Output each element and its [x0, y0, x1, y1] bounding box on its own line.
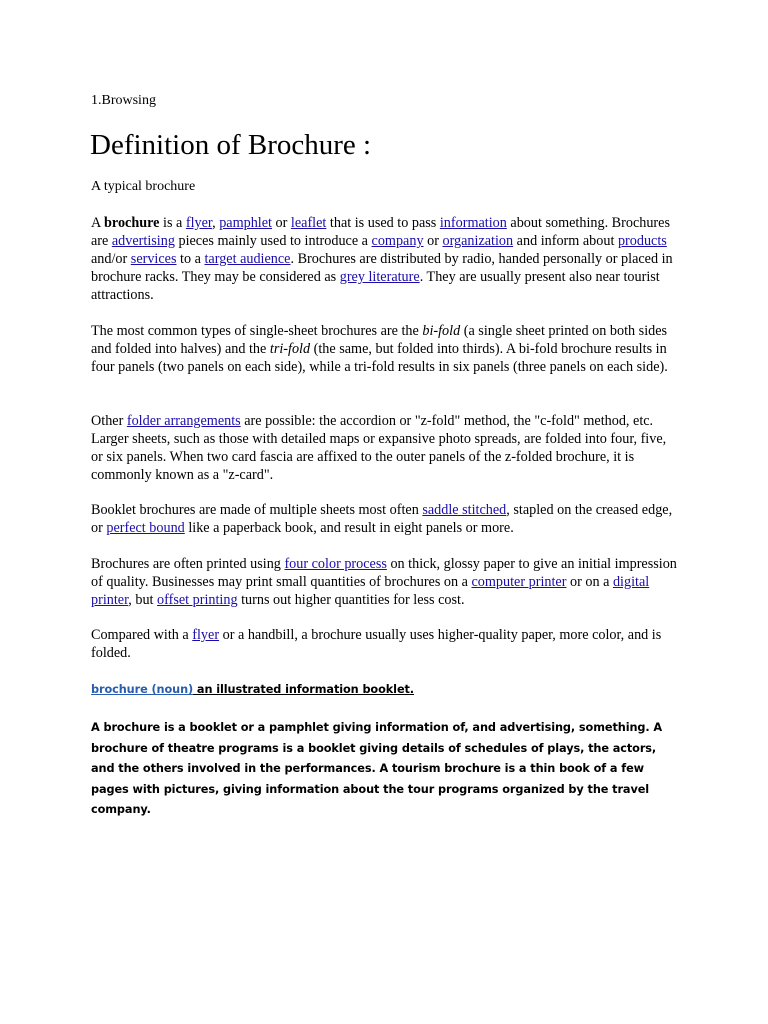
link-information[interactable]: information: [439, 215, 507, 231]
link-computer-printer[interactable]: computer printer: [471, 574, 567, 590]
link-organization[interactable]: organization: [442, 233, 514, 249]
link-leaflet[interactable]: leaflet: [290, 215, 327, 231]
definition-text: an illustrated information booklet.: [193, 683, 414, 696]
link-flyer-2[interactable]: flyer: [192, 627, 220, 643]
paragraph-folder-arrangements: Other folder arrangements are possible: the accordion or "z-fold" method, the "c-fold" method, etc. Larger sheets, such as those with detailed maps or expansive photo spreads, are folded into four, five, or six panels. When two card fascia are affixed to the outer panels of the z-folded brochure, it is commonly known as a "z-card".: [91, 413, 667, 483]
link-four-color-process[interactable]: four color process: [284, 556, 387, 572]
link-grey-literature[interactable]: grey literature: [339, 269, 420, 285]
link-saddle-stitched[interactable]: saddle stitched: [422, 502, 507, 518]
link-pamphlet[interactable]: pamphlet: [219, 215, 272, 231]
section-label: 1.Browsing: [91, 93, 156, 108]
link-offset-printing[interactable]: offset printing: [157, 592, 238, 608]
paragraph-fold-types: The most common types of single-sheet brochures are the bi-fold (a single sheet printed on both sides and folded into halves) and the tri-fold (the same, but folded into thirds). A bi-fold brochure results in four panels (two panels on each side), while a tri-fold results in six panels (three panels on each side).: [91, 323, 668, 375]
paragraph-comparison: Compared with a flyer or a handbill, a brochure usually uses higher-quality paper, more color, and is folded.: [91, 627, 662, 661]
image-caption: A typical brochure: [91, 179, 196, 194]
paragraph-intro: A brochure is a flyer, pamphlet or leaflet that is used to pass information about something. Brochures are advertising pieces mainly used to introduce a company or organization and inform about products and/or services to a target audience. Brochures are distributed by radio, handed personally or placed in brochure racks. They may be considered as grey literature. They are usually present also near tourist attractions.: [91, 215, 673, 303]
link-digital-printer[interactable]: digital printer: [91, 574, 650, 608]
link-services[interactable]: services: [130, 251, 177, 267]
term-bi-fold: bi-fold: [422, 323, 461, 339]
term-tri-fold: tri-fold: [269, 341, 311, 357]
link-target-audience[interactable]: target audience: [204, 251, 291, 267]
link-company[interactable]: company: [371, 233, 424, 249]
definition-term: brochure (noun): [91, 683, 194, 696]
link-flyer[interactable]: flyer: [185, 215, 213, 231]
term-brochure: brochure: [104, 215, 160, 231]
link-folder-arrangements[interactable]: folder arrangements: [126, 413, 241, 429]
link-perfect-bound[interactable]: perfect bound: [106, 520, 185, 536]
paragraph-printing: Brochures are often printed using four color process on thick, glossy paper to give an initial impression of quality. Businesses may print small quantities of brochures on a computer printer or on a digital printer, but offset printing turns out higher quantities for less cost.: [91, 556, 677, 608]
link-products[interactable]: products: [617, 233, 667, 249]
paragraph-booklet: Booklet brochures are made of multiple sheets most often saddle stitched, stapled on the creased edge, or perfect bound like a paperback book, and result in eight panels or more.: [91, 502, 673, 536]
page-title: Definition of Brochure :: [90, 129, 372, 161]
link-advertising[interactable]: advertising: [111, 233, 175, 249]
description-paragraph: A brochure is a booklet or a pamphlet giving information of, and advertising, something. A brochure of theatre programs is a booklet giving details of schedules of plays, the actors, and the others involved in the performances. A tourism brochure is a thin book of a few pages with pictures, giving information about the tour programs organized by the travel company.: [91, 721, 663, 816]
definition-line: [91, 682, 691, 698]
